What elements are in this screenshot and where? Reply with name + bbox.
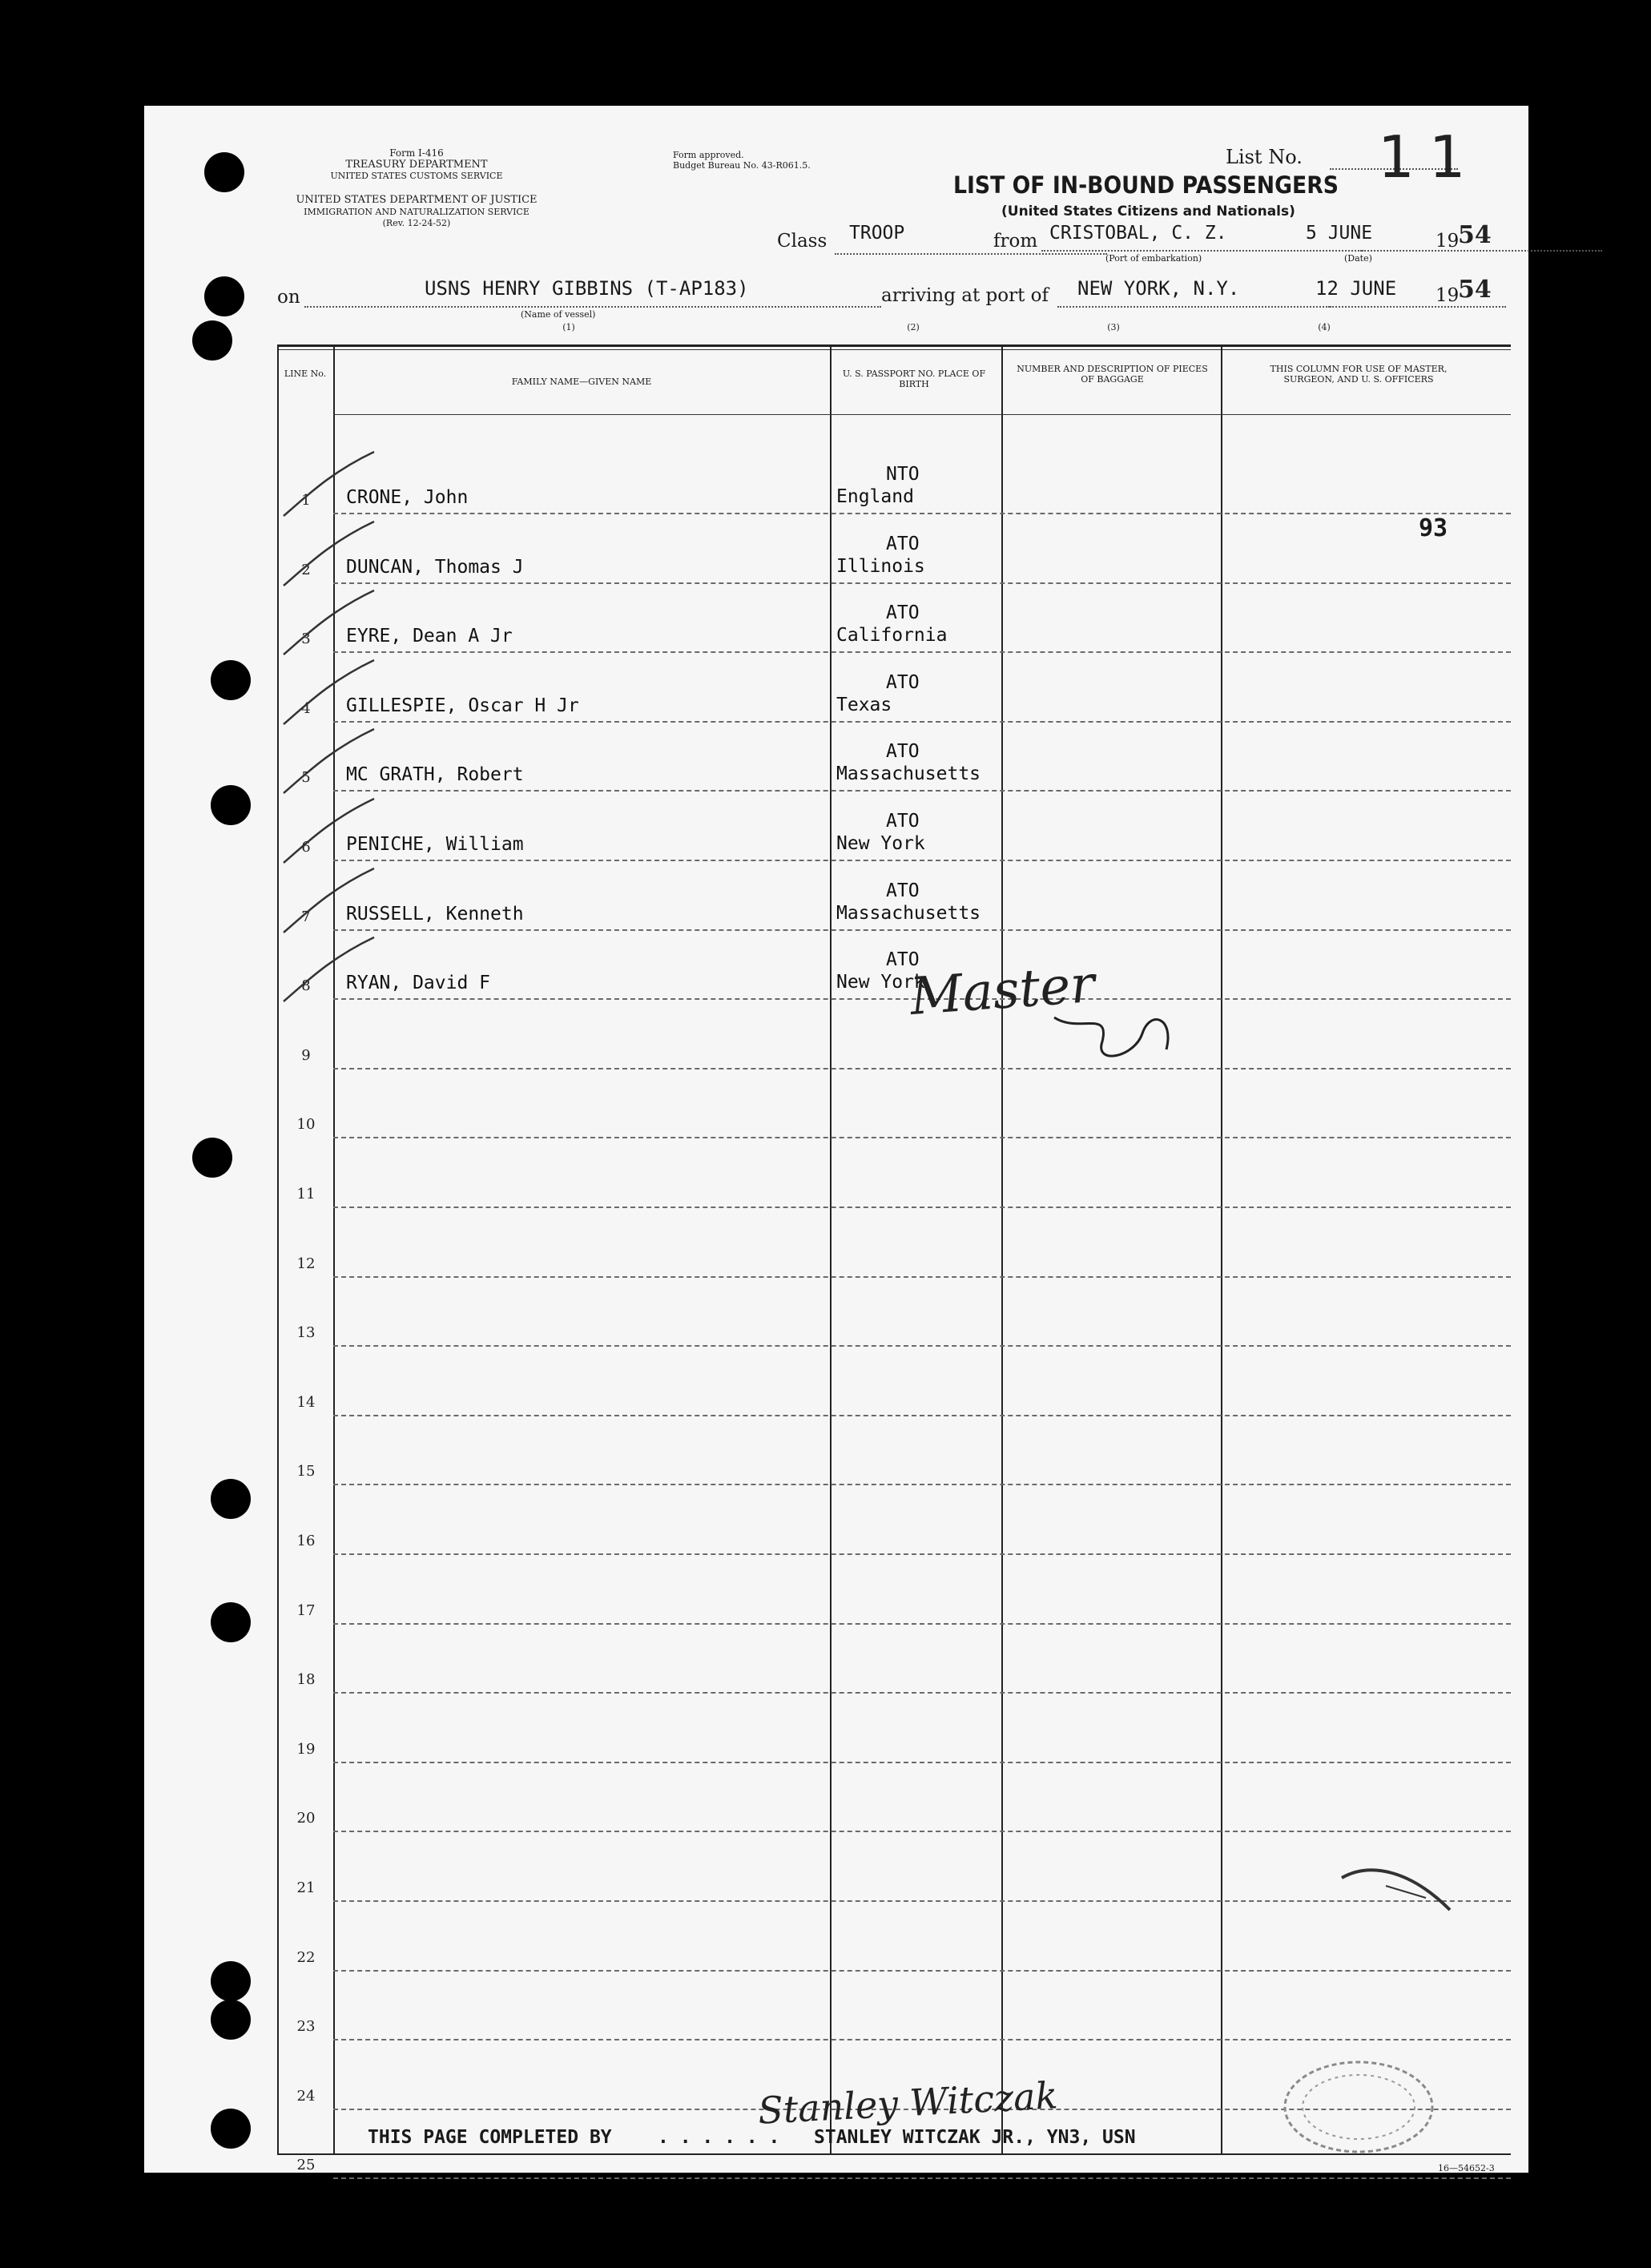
page-title: LIST OF IN-BOUND PASSENGERS — [953, 171, 1339, 199]
place-of-birth: Texas — [836, 694, 892, 715]
passenger-name: GILLESPIE, Oscar H Jr — [346, 695, 579, 716]
pen-mark — [1338, 1862, 1458, 1918]
line-number: 16 — [296, 1533, 316, 1549]
check-mark — [282, 796, 378, 868]
passport-number: NTO — [886, 464, 920, 485]
punch-hole — [204, 152, 244, 192]
place-of-birth: Illinois — [836, 555, 925, 577]
line-number: 22 — [296, 1948, 316, 1966]
justice-department: UNITED STATES DEPARTMENT OF JUSTICE — [296, 194, 538, 206]
form-number: Form I-416 — [389, 147, 444, 159]
passport-number: ATO — [886, 949, 920, 971]
passport-number: ATO — [886, 741, 920, 763]
table-row-line — [333, 860, 1511, 861]
arrival-year: 54 — [1458, 276, 1492, 304]
check-mark — [282, 657, 378, 729]
table-row-line — [333, 1207, 1511, 1208]
line-number: 11 — [296, 1186, 316, 1202]
customs-service: UNITED STATES CUSTOMS SERVICE — [330, 171, 503, 181]
line-number: 17 — [296, 1601, 316, 1619]
completed-by-label: THIS PAGE COMPLETED BY — [368, 2127, 612, 2148]
punch-hole — [211, 1479, 251, 1519]
check-mark — [282, 934, 378, 1006]
line-number: 19 — [296, 1740, 316, 1758]
arrival-port: NEW YORK, N.Y. — [1077, 277, 1240, 300]
line-number: 21 — [296, 1879, 316, 1896]
completed-by-dots: . . . . . . — [658, 2127, 780, 2148]
date-year: 54 — [1458, 221, 1492, 249]
treasury-department: TREASURY DEPARTMENT — [345, 159, 488, 171]
table-row-line — [333, 1484, 1511, 1485]
line-number: 10 — [296, 1116, 316, 1134]
line-number: 4 — [301, 699, 311, 717]
check-mark — [282, 726, 378, 798]
line-number: 7 — [301, 908, 311, 925]
header-name: FAMILY NAME—GIVEN NAME — [511, 377, 652, 387]
line-number: 1 — [301, 492, 311, 509]
arrival-date: 12 JUNE — [1315, 277, 1397, 300]
punch-hole — [204, 276, 244, 316]
col2-number: (2) — [907, 322, 920, 332]
line-number: 23 — [296, 2018, 316, 2036]
form-approved: Form approved. — [673, 150, 744, 160]
line-number: 24 — [296, 2087, 316, 2105]
check-mark — [282, 865, 378, 937]
punch-hole — [211, 1961, 251, 2001]
vessel-col-number: (1) — [562, 322, 575, 332]
check-mark — [282, 518, 378, 590]
table-row-line — [333, 651, 1511, 653]
line-number: 3 — [301, 630, 311, 648]
line-number: 8 — [301, 977, 311, 995]
date-caption: (Date) — [1344, 253, 1372, 264]
place-of-birth: Massachusetts — [836, 902, 981, 924]
table-row-line — [333, 929, 1511, 931]
check-mark — [282, 587, 378, 659]
line-number: 25 — [296, 2157, 316, 2174]
line-number: 2 — [301, 561, 311, 578]
punch-hole — [211, 660, 251, 700]
officer-mark: 93 — [1419, 514, 1448, 542]
header-line-no: LINE No. — [284, 369, 327, 379]
punch-hole — [211, 785, 251, 825]
table-row-line — [333, 1970, 1511, 1972]
table-row-line — [333, 1762, 1511, 1763]
table-row-line — [333, 790, 1511, 792]
line-number: 12 — [296, 1255, 316, 1272]
arrival-year-prefix: 19 — [1436, 285, 1460, 306]
header-officers: THIS COLUMN FOR USE OF MASTER, SURGEON, AND U. S. OFFICERS — [1270, 364, 1448, 385]
line-number: 9 — [301, 1046, 311, 1064]
table-row-line — [333, 1900, 1511, 1902]
passenger-name: PENICHE, William — [346, 834, 524, 855]
place-of-birth: California — [836, 625, 948, 647]
header-passport: U. S. PASSPORT NO. PLACE OF BIRTH — [842, 369, 986, 389]
revision: (Rev. 12-24-52) — [382, 218, 451, 228]
master-signature: Master — [908, 955, 1097, 1027]
date-year-prefix: 19 — [1436, 231, 1460, 252]
on-label: on — [277, 287, 300, 308]
completed-signature: Stanley Witczak — [756, 2073, 1059, 2133]
table-row-line — [333, 1831, 1511, 1832]
passenger-name: DUNCAN, Thomas J — [346, 556, 524, 578]
place-of-birth: New York — [836, 833, 925, 854]
table-row-line — [333, 2039, 1511, 2040]
passenger-name: RUSSELL, Kenneth — [346, 903, 524, 925]
header-baggage: NUMBER AND DESCRIPTION OF PIECES OF BAGGAGE — [1017, 364, 1208, 385]
table-row-line — [333, 2177, 1511, 2179]
line-number: 13 — [296, 1324, 316, 1342]
page-subtitle: (United States Citizens and Nationals) — [1001, 203, 1295, 220]
passenger-name: RYAN, David F — [346, 973, 491, 994]
line-number: 5 — [301, 769, 311, 787]
from-value: CRISTOBAL, C. Z. — [1049, 223, 1227, 244]
class-value: TROOP — [849, 223, 905, 244]
place-of-birth: Massachusetts — [836, 763, 981, 785]
punch-hole — [192, 1138, 232, 1178]
budget-bureau: Budget Bureau No. 43-R061.5. — [673, 160, 811, 171]
passenger-name: EYRE, Dean A Jr — [346, 626, 513, 647]
vessel-caption: (Name of vessel) — [521, 309, 596, 320]
list-no-label: List No. — [1226, 146, 1303, 168]
class-label: Class — [777, 231, 828, 252]
table-row-line — [333, 1137, 1511, 1138]
punch-hole — [211, 2109, 251, 2149]
passport-number: ATO — [886, 811, 920, 832]
punch-hole — [211, 2000, 251, 2040]
print-code: 16—54652-3 — [1438, 2163, 1495, 2173]
arriving-label: arriving at port of — [881, 285, 1049, 306]
line-number: 18 — [296, 1671, 316, 1689]
line-number: 14 — [296, 1393, 316, 1411]
passport-number: ATO — [886, 533, 920, 554]
line-number: 6 — [301, 839, 311, 856]
place-of-birth: England — [836, 486, 914, 507]
line-number: 15 — [296, 1463, 316, 1480]
table-row-line — [333, 1068, 1511, 1070]
punch-hole — [192, 320, 232, 361]
col3-number: (3) — [1107, 322, 1120, 332]
punch-hole — [211, 1602, 251, 1642]
place-of-birth: New York — [836, 972, 925, 993]
from-caption: (Port of embarkation) — [1105, 253, 1202, 264]
passenger-name: MC GRATH, Robert — [346, 764, 524, 786]
completed-by-value: STANLEY WITCZAK JR., YN3, USN — [814, 2127, 1136, 2148]
check-mark — [282, 449, 378, 521]
table-row-line — [333, 1345, 1511, 1347]
receipt-stamp — [1279, 2051, 1439, 2155]
document-page — [144, 106, 1528, 2173]
table-row-line — [333, 1415, 1511, 1416]
table-row-line — [333, 1692, 1511, 1694]
line-number: 20 — [296, 1810, 316, 1827]
passport-number: ATO — [886, 602, 920, 624]
vessel-name: USNS HENRY GIBBINS (T-AP183) — [425, 277, 749, 300]
col4-number: (4) — [1318, 322, 1331, 332]
table-row-line — [333, 513, 1511, 514]
table-row-line — [333, 1623, 1511, 1625]
table-row-line — [333, 721, 1511, 723]
list-no-value: 11 — [1378, 123, 1480, 191]
immigration-service: IMMIGRATION AND NATURALIZATION SERVICE — [304, 207, 530, 217]
passport-number: ATO — [886, 671, 920, 693]
table-row-line — [333, 1553, 1511, 1555]
from-label: from — [993, 231, 1038, 252]
signature-flourish — [1046, 985, 1206, 1074]
date-value: 5 JUNE — [1306, 223, 1373, 244]
table-row-line — [333, 1276, 1511, 1278]
table-row-line — [333, 582, 1511, 584]
passport-number: ATO — [886, 880, 920, 901]
passenger-name: CRONE, John — [346, 487, 469, 508]
